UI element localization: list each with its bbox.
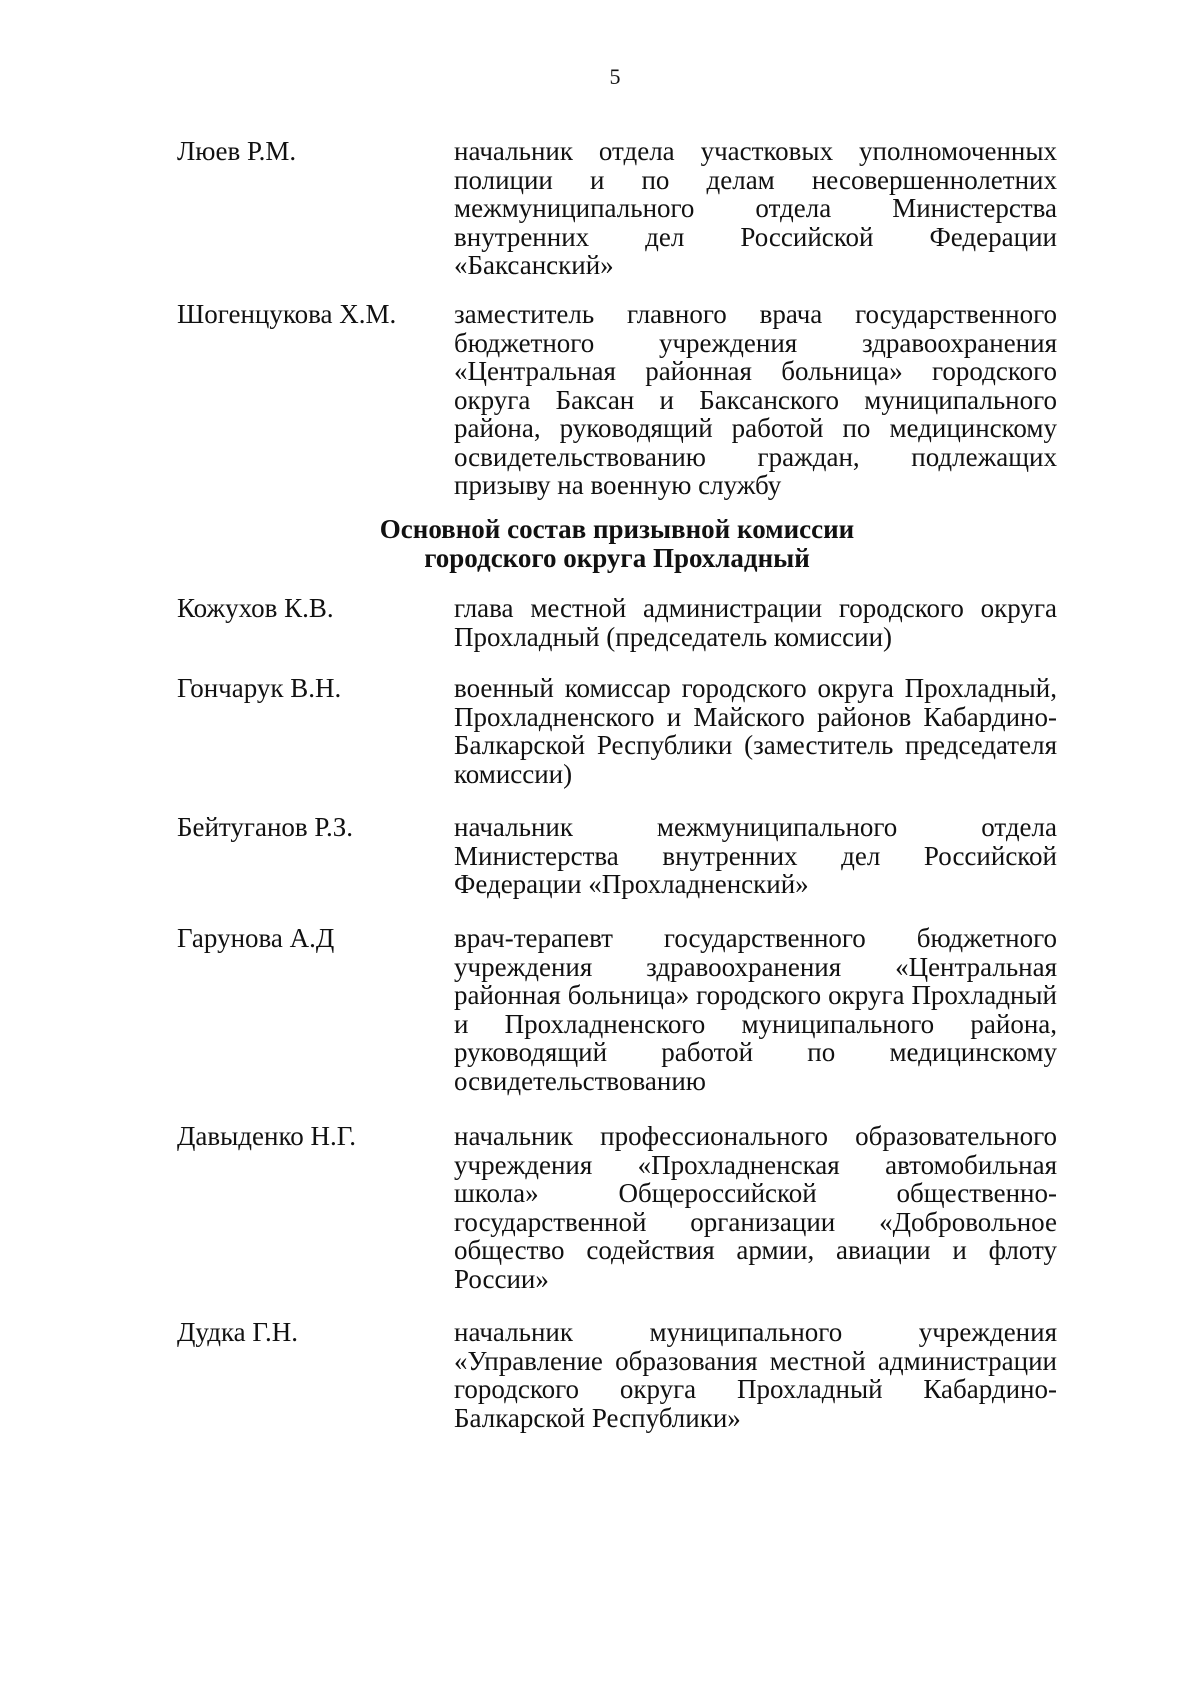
member-position: военный комиссар городского округа Прохладный, Прохладненского и Майского районов Кабардино-Балкарской Республики (заместитель председателя комиссии)	[454, 673, 1057, 789]
member-name: Кожухов К.В.	[177, 593, 334, 623]
member-position: глава местной администрации городского округа Прохладный (председатель комиссии)	[454, 593, 1057, 652]
member-position: начальник муниципального учреждения «Управление образования местной администрации городского округа Прохладный Кабардино-Балкарской Республики»	[454, 1317, 1057, 1433]
member-name: Гончарук В.Н.	[177, 673, 342, 703]
member-position: врач-терапевт государственного бюджетного учреждения здравоохранения «Центральная районная больница» городского округа Прохладный и Прохладненского муниципального района, руководящий работой по медицинскому освидетельствованию	[454, 923, 1057, 1096]
member-position: начальник отдела участковых уполномоченных полиции и по делам несовершеннолетних межмуниципального отдела Министерства внутренних дел Российской Федерации «Баксанский»	[454, 136, 1057, 280]
member-name: Давыденко Н.Г.	[177, 1121, 357, 1151]
page-number: 5	[609, 64, 621, 89]
member-name: Дудка Г.Н.	[177, 1317, 298, 1347]
member-position: начальник межмуниципального отдела Министерства внутренних дел Российской Федерации «Прохладненский»	[454, 812, 1057, 899]
member-name: Люев Р.М.	[177, 136, 297, 166]
member-position: заместитель главного врача государственного бюджетного учреждения здравоохранения «Центральная районная больница» городского округа Баксан и Баксанского муниципального района, руководящий работой по медицинскому освидетельствованию граждан, подлежащих призыву на военную службу	[454, 299, 1057, 500]
member-name: Бейтуганов Р.З.	[177, 812, 354, 842]
member-name: Гарунова А.Д	[177, 923, 335, 953]
member-position: начальник профессионального образовательного учреждения «Прохладненская автомобильная школа» Общероссийской общественно-государственной организации «Добровольное общество содействия армии, авиации и флоту России»	[454, 1121, 1057, 1294]
member-name: Шогенцукова Х.М.	[177, 299, 397, 329]
section-title-line: Основной состав призывной комиссии	[379, 514, 855, 544]
section-title-line: городского округа Прохладный	[424, 543, 810, 573]
section-title	[277, 515, 957, 573]
